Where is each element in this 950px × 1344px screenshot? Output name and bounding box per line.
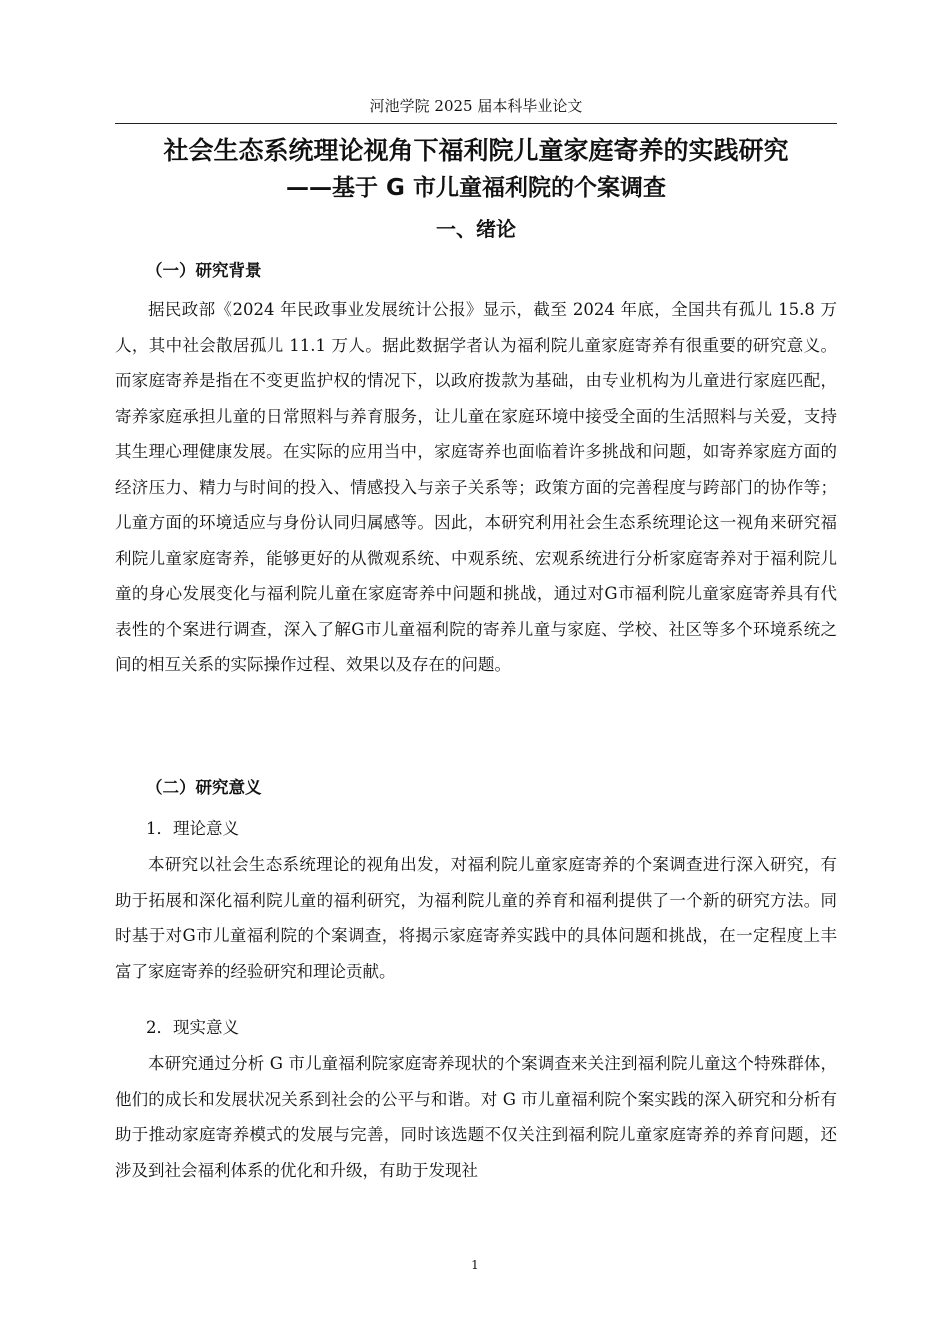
running-header: 河池学院 2025 届本科毕业论文 — [369, 97, 583, 115]
section-heading-significance: （二）研究意义 — [146, 778, 262, 797]
section-heading-background: （一）研究背景 — [146, 261, 262, 280]
header-divider — [115, 123, 837, 124]
page-number: 1 — [471, 1258, 479, 1272]
subsection-heading-practice: 2．现实意义 — [146, 1018, 239, 1037]
paper-title: 社会生态系统理论视角下福利院儿童家庭寄养的实践研究 — [163, 136, 789, 165]
chapter-heading: 一、绪论 — [436, 217, 516, 241]
paragraph-background: 据民政部《2024 年民政事业发展统计公报》显示，截至 2024 年底，全国共有孤儿 15.8 万人，其中社会散居孤儿 11.1 万人。据此数据学者认为福利院儿童家庭寄养有很重要的研究意义。而家庭寄养是指在不变更监护权的情况下，以政府拨款为基础，由专业机构为儿童进行家庭匹配，寄养家庭承担儿童的日常照料与养育服务，让儿童在家庭环境中接受全面的生活照料与关爱，支持其生理心理健康发展。在实际的应用当中，家庭寄养也面临着许多挑战和问题，如寄养家庭方面的经济压力、精力与时间的投入、情感投入与亲子关系等；政策方面的完善程度与跨部门的协作等；儿童方面的环境适应与身份认同归属感等。因此，本研究利用社会生态系统理论这一视角来研究福利院儿童家庭寄养，能够更好的从微观系统、中观系统、宏观系统进行分析家庭寄养对于福利院儿童的身心发展变化与福利院儿童在家庭寄养中问题和挑战，通过对G市福利院儿童家庭寄养具有代表性的个案进行调查，深入了解G市儿童福利院的寄养儿童与家庭、学校、社区等多个环境系统之间的相互关系的实际操作过程、效果以及存在的问题。 — [115, 300, 837, 674]
paragraph-theory: 本研究以社会生态系统理论的视角出发，对福利院儿童家庭寄养的个案调查进行深入研究，有助于拓展和深化福利院儿童的福利研究，为福利院儿童的养育和福利提供了一个新的研究方法。同时基于对G市儿童福利院的个案调查，将揭示家庭寄养实践中的具体问题和挑战，在一定程度上丰富了家庭寄养的经验研究和理论贡献。 — [115, 855, 837, 981]
paragraph-practice: 本研究通过分析 G 市儿童福利院家庭寄养现状的个案调查来关注到福利院儿童这个特殊群体，他们的成长和发展状况关系到社会的公平与和谐。对 G 市儿童福利院个案实践的深入研究和分析有助于推动家庭寄养模式的发展与完善，同时该选题不仅关注到福利院儿童家庭寄养的养育问题，还涉及到社会福利体系的优化和升级，有助于发现社 — [115, 1054, 837, 1180]
paper-subtitle: ——基于 G 市儿童福利院的个案调查 — [286, 175, 666, 201]
subsection-heading-theory: 1．理论意义 — [146, 819, 239, 838]
